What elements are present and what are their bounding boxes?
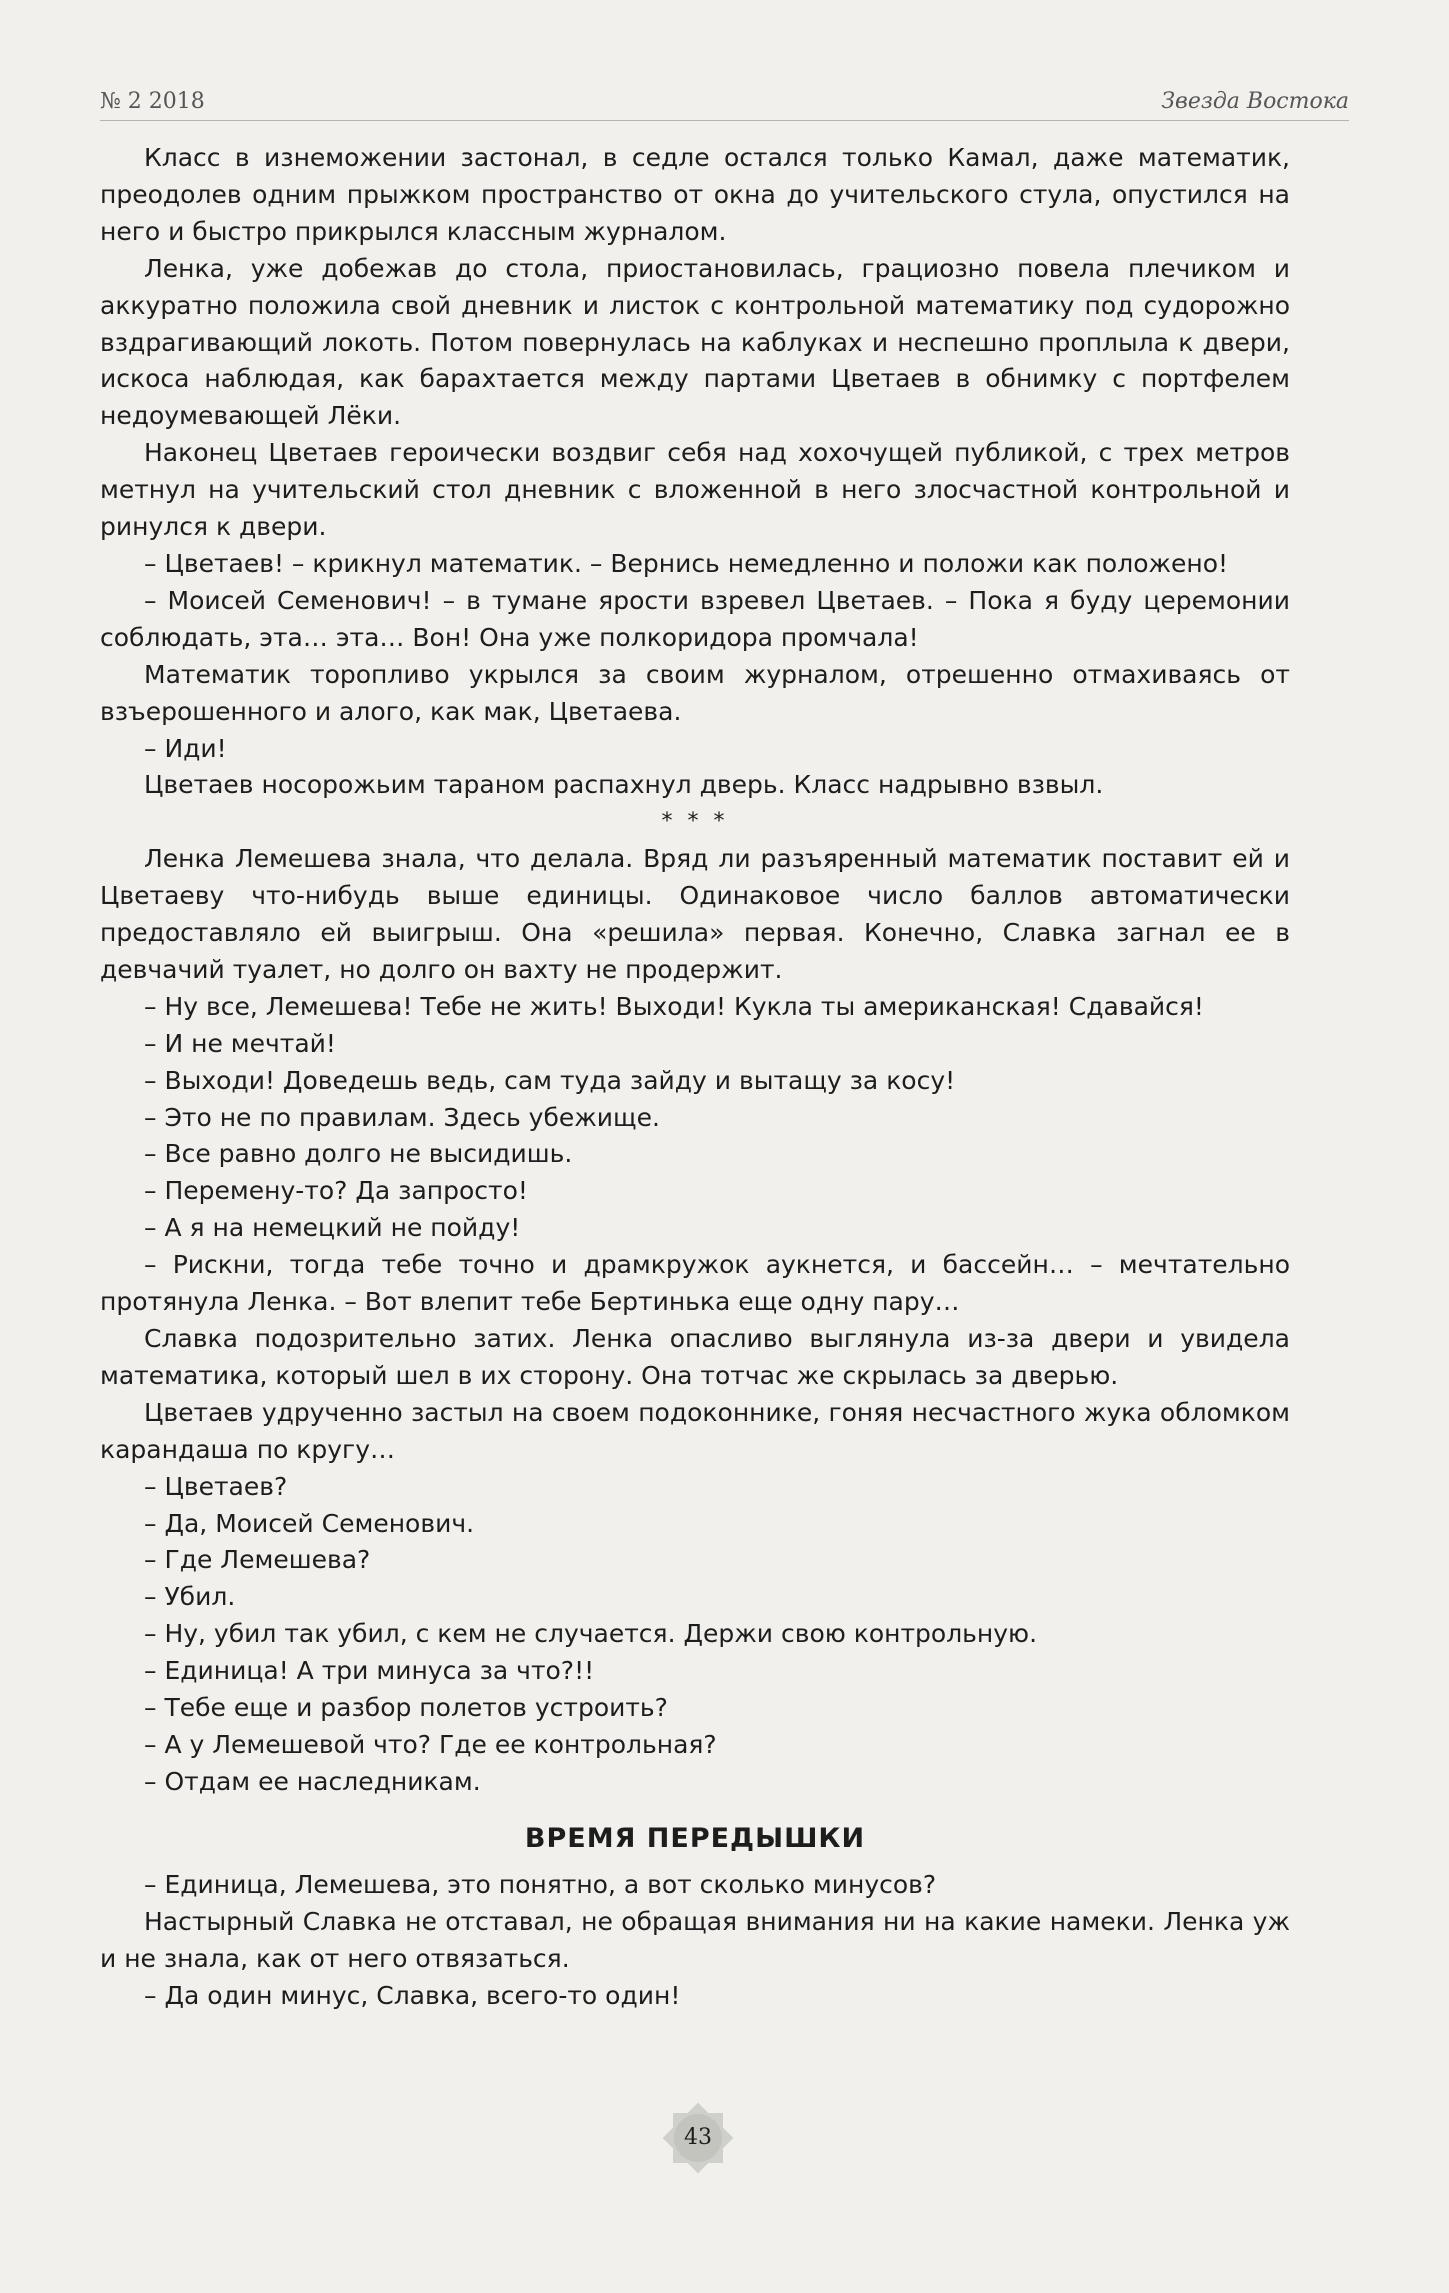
- page-number: 43: [684, 2125, 712, 2150]
- paragraph: – А у Лемешевой что? Где ее контрольная?: [144, 1729, 717, 1759]
- paragraph: – Да, Моисей Семенович.: [144, 1508, 475, 1538]
- paragraph: Ленка, уже добежав до стола, приостановилась, грациозно повела плечиком и аккуратно положила свой дневник и листок с контрольной математику под судорожно вздрагивающий локоть. Потом повернулась на каблуках и неспешно проплыла к двери, искоса наблюдая, как барахтается между партами Цветаев в обнимку с портфелем недоумевающей Лёки.: [100, 253, 1290, 431]
- paragraph: – Выходи! Доведешь ведь, сам туда зайду и вытащу за косу!: [144, 1065, 956, 1095]
- article-text: [100, 140, 1290, 2014]
- paragraph: Математик торопливо укрылся за своим журналом, отрешенно отмахиваясь от взъерошенного и алого, как мак, Цветаева.: [100, 659, 1290, 726]
- paragraph: – Перемену-то? Да запросто!: [144, 1176, 528, 1206]
- paragraph: – Убил.: [144, 1582, 236, 1612]
- paragraph: – Рискни, тогда тебе точно и драмкружок аукнется, и бассейн… – мечтательно протянула Ленка. – Вот влепит тебе Бертинька еще одну пару…: [100, 1250, 1290, 1317]
- paragraph: – Все равно долго не высидишь.: [144, 1139, 573, 1169]
- paragraph: – Единица, Лемешева, это понятно, а вот сколько минусов?: [144, 1869, 937, 1899]
- paragraph: – И не мечтай!: [144, 1028, 336, 1058]
- paragraph: Настырный Славка не отставал, не обращая внимания ни на какие намеки. Ленка уж и не знала, как от него отвязаться.: [100, 1906, 1290, 1973]
- journal-title: Звезда Востока: [1161, 89, 1349, 114]
- paragraph: – Моисей Семенович! – в тумане ярости взревел Цветаев. – Пока я буду церемонии соблюдать, эта… эта… Вон! Она уже полкоридора промчала!: [100, 585, 1290, 652]
- issue-number: № 2 2018: [100, 89, 205, 114]
- paragraph: Славка подозрительно затих. Ленка опасливо выглянула из-за двери и увидела математика, который шел в их сторону. Она тотчас же скрылась за дверью.: [100, 1324, 1290, 1390]
- paragraph: – Тебе еще и разбор полетов устроить?: [144, 1693, 668, 1723]
- paragraph: – Ну все, Лемешева! Тебе не жить! Выходи! Кукла ты американская! Сдавайся!: [144, 991, 1204, 1021]
- paragraph: Класс в изнеможении застонал, в седле остался только Камал, даже математик, преодолев одним прыжком пространство от окна до учительского стула, опустился на него и быстро прикрылся классным журналом.: [100, 143, 1290, 246]
- paragraph: Ленка Лемешева знала, что делала. Вряд ли разъяренный математик поставит ей и Цветаеву что-нибудь выше единицы. Одинаковое число баллов автоматически предоставляло ей выигрыш. Она «решила» первая. Конечно, Славка загнал ее в девчачий туалет, но долго он вахту не продержит.: [100, 844, 1290, 984]
- paragraph: – Единица! А три минуса за что?!!: [144, 1656, 595, 1686]
- page-number-badge: [660, 2100, 736, 2176]
- paragraph: Цветаев носорожьим тараном распахнул дверь. Класс надрывно взвыл.: [144, 770, 1104, 800]
- section-separator: * * *: [661, 809, 729, 835]
- paragraph: – А я на немецкий не пойду!: [144, 1213, 521, 1243]
- section-heading: ВРЕМЯ ПЕРЕДЫШКИ: [524, 1822, 866, 1854]
- paragraph: Цветаев удрученно застыл на своем подоконнике, гоняя несчастного жука обломком карандаша по кругу…: [100, 1397, 1290, 1464]
- paragraph: – Иди!: [144, 733, 227, 763]
- paragraph: – Ну, убил так убил, с кем не случается. Держи свою контрольную.: [144, 1619, 1038, 1649]
- paragraph: Наконец Цветаев героически воздвиг себя над хохочущей публикой, с трех метров метнул на учительский стол дневник с вложенной в него злосчастной контрольной и ринулся к двери.: [100, 438, 1290, 542]
- page-header: [100, 80, 1349, 121]
- paragraph: – Цветаев?: [144, 1471, 288, 1501]
- paragraph: – Где Лемешева?: [144, 1545, 371, 1575]
- paragraph: – Да один минус, Славка, всего-то один!: [144, 1980, 681, 2010]
- paragraph: – Цветаев! – крикнул математик. – Вернись немедленно и положи как положено!: [144, 548, 1229, 578]
- paragraph: – Отдам ее наследникам.: [144, 1766, 481, 1796]
- paragraph: – Это не по правилам. Здесь убежище.: [144, 1102, 660, 1132]
